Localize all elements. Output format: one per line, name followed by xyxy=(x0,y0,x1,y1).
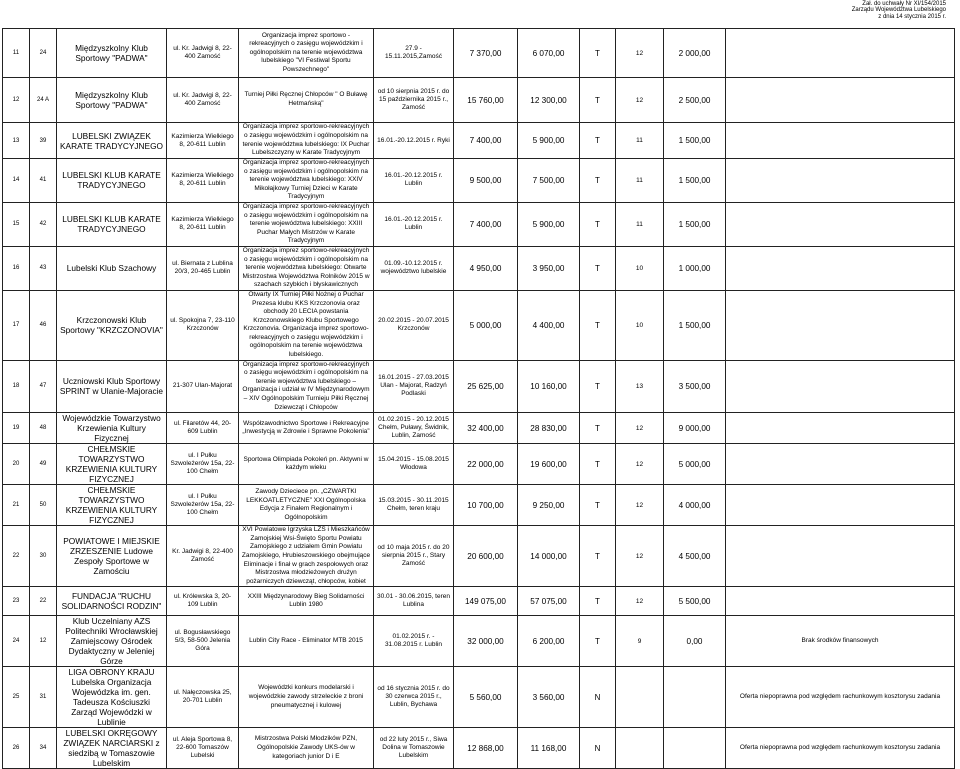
organization-address: Kr. Jadwigi 8, 22-400 Zamość xyxy=(167,526,239,587)
formal-status: T xyxy=(580,413,616,444)
formal-status: T xyxy=(580,159,616,203)
application-number: 39 xyxy=(30,123,57,159)
task-title: Organizacja imprez sportowo - rekreacyjnych o zasięgu wojewódzkim i ogólnopolskim na terenie województwa lubelskiego "VI Festiwal Sportu Powszechnego" xyxy=(239,29,374,78)
table-row xyxy=(3,246,955,290)
task-title: Organizacja imprez sportowo-rekreacyjnych o zasięgu wojewódzkim i ogólnopolskim na terenie województwa lubelskiego – Organizacja i udział w IV Międzynarodowym – XIV Ogólnopolskim Turnieju Piłki Ręcznej Dziewcząt i Chłopców xyxy=(239,360,374,413)
points: 10 xyxy=(616,246,664,290)
application-number: 50 xyxy=(30,485,57,526)
organization-address: 21-307 Ulan-Majorat xyxy=(167,360,239,413)
task-title: Otwarty IX Turniej Piłki Nożnej o Puchar Prezesa klubu KKS Krzczonovia oraz obchody 20 LECIA powstania Krzczonowskiego Klubu Sportowego Krzczonovia. Organizacja imprez sportowo-rekreacyjnych o zasięgu wojewódzkim i ogólnopolskim na terenie województwa lubelskiego. xyxy=(239,290,374,360)
total-cost: 7 370,00 xyxy=(454,29,518,78)
organization-address: ul. Nałęczowska 25, 20-701 Lublin xyxy=(167,667,239,728)
application-number: 43 xyxy=(30,246,57,290)
total-cost: 7 400,00 xyxy=(454,202,518,246)
row-number: 13 xyxy=(3,123,30,159)
header-date: z dnia 14 stycznia 2015 r. xyxy=(878,13,946,20)
requested-amount: 5 900,00 xyxy=(518,123,580,159)
points: 12 xyxy=(616,413,664,444)
total-cost: 22 000,00 xyxy=(454,444,518,485)
organization-name: FUNDACJA "RUCHU SOLIDARNOŚCI RODZIN" xyxy=(57,587,167,616)
row-number: 19 xyxy=(3,413,30,444)
application-number: 41 xyxy=(30,159,57,203)
table-row xyxy=(3,159,955,203)
points: 12 xyxy=(616,444,664,485)
application-number: 31 xyxy=(30,667,57,728)
task-title: XXIII Międzynarodowy Bieg Solidarności Lublin 1980 xyxy=(239,587,374,616)
requested-amount: 10 160,00 xyxy=(518,360,580,413)
table-row xyxy=(3,485,955,526)
task-date-place: od 10 maja 2015 r. do 20 sierpnia 2015 r., Stary Zamość xyxy=(374,526,454,587)
application-number: 12 xyxy=(30,616,57,667)
total-cost: 15 760,00 xyxy=(454,78,518,123)
requested-amount: 9 250,00 xyxy=(518,485,580,526)
organization-name: LUBELSKI KLUB KARATE TRADYCYJNEGO xyxy=(57,202,167,246)
formal-status: T xyxy=(580,485,616,526)
awarded-amount: 2 500,00 xyxy=(664,78,726,123)
row-number: 18 xyxy=(3,360,30,413)
points: 12 xyxy=(616,587,664,616)
task-title: Organizacja imprez sportowo-rekreacyjnych o zasięgu wojewódzkim i ogólnopolskim na terenie województwa lubelskiego: Otwarte Mistrzostwa Województwa Rolników 2015 w szachach szybkich i błyskawicznych xyxy=(239,246,374,290)
formal-status: T xyxy=(580,616,616,667)
organization-name: Wojewódzkie Towarzystwo Krzewienia Kultury Fizycznej xyxy=(57,413,167,444)
requested-amount: 6 200,00 xyxy=(518,616,580,667)
row-number: 14 xyxy=(3,159,30,203)
awarded-amount: 3 500,00 xyxy=(664,360,726,413)
requested-amount: 57 075,00 xyxy=(518,587,580,616)
total-cost: 32 400,00 xyxy=(454,413,518,444)
awarded-amount: 1 500,00 xyxy=(664,202,726,246)
row-number: 11 xyxy=(3,29,30,78)
organization-name: Lubelski Klub Szachowy xyxy=(57,246,167,290)
points: 11 xyxy=(616,202,664,246)
application-number: 48 xyxy=(30,413,57,444)
points: 13 xyxy=(616,360,664,413)
table-row xyxy=(3,728,955,769)
task-title: Wojewódzki konkurs modelarski i wojewódzkie zawody strzeleckie z broni pneumatycznej i kulowej xyxy=(239,667,374,728)
organization-name: Uczniowski Klub Sportowy SPRINT w Ulanie-Majoracie xyxy=(57,360,167,413)
awarded-amount xyxy=(664,667,726,728)
formal-status: T xyxy=(580,78,616,123)
organization-address: ul. I Pułku Szwoleżerów 15a, 22-100 Chełm xyxy=(167,485,239,526)
organization-address: ul. Biernata z Lublina 20/3, 20-465 Lublin xyxy=(167,246,239,290)
remarks: Brak środków finansowych xyxy=(726,616,955,667)
row-number: 22 xyxy=(3,526,30,587)
awarded-amount: 0,00 xyxy=(664,616,726,667)
formal-status: T xyxy=(580,123,616,159)
formal-status: T xyxy=(580,246,616,290)
organization-address: Kazimierza Wielkiego 8, 20-611 Lublin xyxy=(167,202,239,246)
remarks xyxy=(726,29,955,78)
table-row xyxy=(3,29,955,78)
organization-name: Klub Uczelniany AZS Politechniki Wrocławskiej Zamiejscowy Ośrodek Dydaktyczny w Jeleniej Górze xyxy=(57,616,167,667)
table-row xyxy=(3,667,955,728)
awarded-amount: 1 500,00 xyxy=(664,159,726,203)
table-row xyxy=(3,526,955,587)
table-row xyxy=(3,123,955,159)
organization-address: ul. Aleja Sportowa 8, 22-600 Tomaszów Lubelski xyxy=(167,728,239,769)
task-date-place: 16.01.-20.12.2015 r. Lublin xyxy=(374,202,454,246)
remarks xyxy=(726,413,955,444)
requested-amount: 11 168,00 xyxy=(518,728,580,769)
task-date-place: 16.01.2015 - 27.03.2015 Ulan - Majorat, Radzyń Podlaski xyxy=(374,360,454,413)
points: 12 xyxy=(616,29,664,78)
organization-address: ul. Filaretów 44, 20-609 Lublin xyxy=(167,413,239,444)
awarded-amount: 1 500,00 xyxy=(664,123,726,159)
total-cost: 4 950,00 xyxy=(454,246,518,290)
task-date-place: od 16 stycznia 2015 r. do 30 czerwca 2015 r., Lublin, Bychawa xyxy=(374,667,454,728)
task-date-place: 30.01 - 30.06.2015, teren Lublina xyxy=(374,587,454,616)
requested-amount: 6 070,00 xyxy=(518,29,580,78)
remarks xyxy=(726,123,955,159)
application-number: 47 xyxy=(30,360,57,413)
task-title: Organizacja imprez sportowo-rekreacyjnych o zasięgu wojewódzkim i ogólnopolskim na terenie województwa lubelskiego: IX Puchar Lubelszczyzny w Karate Tradycyjnym xyxy=(239,123,374,159)
application-number: 46 xyxy=(30,290,57,360)
remarks xyxy=(726,587,955,616)
remarks xyxy=(726,78,955,123)
awarded-amount xyxy=(664,728,726,769)
task-date-place: 01.02.2015 - 20.12.2015 Chełm, Puławy, Świdnik, Lublin, Zamość xyxy=(374,413,454,444)
formal-status: N xyxy=(580,728,616,769)
application-number: 34 xyxy=(30,728,57,769)
task-date-place: 15.03.2015 - 30.11.2015 Chełm, teren kraju xyxy=(374,485,454,526)
total-cost: 25 625,00 xyxy=(454,360,518,413)
points: 12 xyxy=(616,526,664,587)
task-date-place: 16.01.-20.12.2015 r. Ryki xyxy=(374,123,454,159)
organization-address: Kazimierza Wielkiego 8, 20-611 Lublin xyxy=(167,159,239,203)
organization-address: ul. Spokojna 7, 23-110 Krzczonów xyxy=(167,290,239,360)
organization-name: LIGA OBRONY KRAJU Lubelska Organizacja Wojewódzka im. gen. Tadeusza Kościuszki Zarząd Wojewódzki w Lublinie xyxy=(57,667,167,728)
task-title: Turniej Piłki Ręcznej Chłopców " O Buławę Hetmańską" xyxy=(239,78,374,123)
requested-amount: 14 000,00 xyxy=(518,526,580,587)
organization-name: POWIATOWE I MIEJSKIE ZRZESZENIE Ludowe Zespoły Sportowe w Zamościu xyxy=(57,526,167,587)
formal-status: T xyxy=(580,29,616,78)
application-number: 22 xyxy=(30,587,57,616)
row-number: 12 xyxy=(3,78,30,123)
organization-name: Międzyszkolny Klub Sportowy "PADWA" xyxy=(57,29,167,78)
remarks xyxy=(726,526,955,587)
formal-status: T xyxy=(580,587,616,616)
task-date-place: od 22 luty 2015 r., Siwa Dolina w Tomaszowie Lubelskim xyxy=(374,728,454,769)
task-date-place: od 10 sierpnia 2015 r. do 15 października 2015 r., Zamość xyxy=(374,78,454,123)
header-resolution: Zał. do uchwały Nr XI/154/2015 xyxy=(862,1,946,7)
requested-amount: 3 560,00 xyxy=(518,667,580,728)
points: 10 xyxy=(616,290,664,360)
row-number: 25 xyxy=(3,667,30,728)
remarks xyxy=(726,159,955,203)
awarded-amount: 1 000,00 xyxy=(664,246,726,290)
total-cost: 12 868,00 xyxy=(454,728,518,769)
points: 11 xyxy=(616,123,664,159)
requested-amount: 5 900,00 xyxy=(518,202,580,246)
task-title: Lublin City Race - Eliminator MTB 2015 xyxy=(239,616,374,667)
table-row xyxy=(3,360,955,413)
requested-amount: 7 500,00 xyxy=(518,159,580,203)
organization-name: Międzyszkolny Klub Sportowy "PADWA" xyxy=(57,78,167,123)
table-row xyxy=(3,78,955,123)
remarks xyxy=(726,360,955,413)
organization-address: ul. Królewska 3, 20-109 Lublin xyxy=(167,587,239,616)
row-number: 24 xyxy=(3,616,30,667)
points: 12 xyxy=(616,485,664,526)
total-cost: 32 000,00 xyxy=(454,616,518,667)
awarded-amount: 9 000,00 xyxy=(664,413,726,444)
task-title: Organizacja imprez sportowo-rekreacyjnych o zasięgu wojewódzkim i ogólnopolskim na terenie województwa lubelskiego: XXIII Puchar Małych Mistrzów w Karate Tradycyjnym xyxy=(239,202,374,246)
organization-name: LUBELSKI OKRĘGOWY ZWIĄZEK NARCIARSKI z siedzibą w Tomaszowie Lubelskim xyxy=(57,728,167,769)
awarded-amount: 1 500,00 xyxy=(664,290,726,360)
task-date-place: 01.09.-10.12.2015 r. województwo lubelskie xyxy=(374,246,454,290)
table-row xyxy=(3,290,955,360)
remarks: Oferta niepoprawna pod względem rachunkowym kosztorysu zadania xyxy=(726,728,955,769)
requested-amount: 4 400,00 xyxy=(518,290,580,360)
formal-status: N xyxy=(580,667,616,728)
row-number: 15 xyxy=(3,202,30,246)
organization-address: ul. Kr. Jadwigi 8, 22-400 Zamość xyxy=(167,78,239,123)
remarks xyxy=(726,444,955,485)
formal-status: T xyxy=(580,444,616,485)
row-number: 21 xyxy=(3,485,30,526)
total-cost: 5 000,00 xyxy=(454,290,518,360)
table-row xyxy=(3,444,955,485)
organization-address: Kazimierza Wielkiego 8, 20-611 Lublin xyxy=(167,123,239,159)
total-cost: 7 400,00 xyxy=(454,123,518,159)
task-date-place: 15.04.2015 - 15.08.2015 Włodowa xyxy=(374,444,454,485)
table-row xyxy=(3,202,955,246)
requested-amount: 12 300,00 xyxy=(518,78,580,123)
remarks xyxy=(726,246,955,290)
organization-name: CHEŁMSKIE TOWARZYSTWO KRZEWIENIA KULTURY FIZYCZNEJ xyxy=(57,485,167,526)
formal-status: T xyxy=(580,202,616,246)
requested-amount: 19 600,00 xyxy=(518,444,580,485)
awarded-amount: 2 000,00 xyxy=(664,29,726,78)
points: 9 xyxy=(616,616,664,667)
total-cost: 10 700,00 xyxy=(454,485,518,526)
task-title: Współzawodnictwo Sportowe i Rekreacyjne „Inwestycją w Zdrowie i Sprawne Pokolenia” xyxy=(239,413,374,444)
formal-status: T xyxy=(580,526,616,587)
row-number: 23 xyxy=(3,587,30,616)
remarks xyxy=(726,290,955,360)
awarded-amount: 4 000,00 xyxy=(664,485,726,526)
requested-amount: 3 950,00 xyxy=(518,246,580,290)
points: 11 xyxy=(616,159,664,203)
points xyxy=(616,728,664,769)
row-number: 16 xyxy=(3,246,30,290)
application-number: 24 A xyxy=(30,78,57,123)
remarks xyxy=(726,202,955,246)
remarks xyxy=(726,485,955,526)
awarded-amount: 5 000,00 xyxy=(664,444,726,485)
task-title: Organizacja imprez sportowo-rekreacyjnych o zasięgu wojewódzkim i ogólnopolskim na terenie województwa lubelskiego: XXIV Mikołajkowy Turniej Dzieci w Karate Tradycyjnym xyxy=(239,159,374,203)
total-cost: 5 560,00 xyxy=(454,667,518,728)
application-number: 49 xyxy=(30,444,57,485)
awarded-amount: 4 500,00 xyxy=(664,526,726,587)
task-date-place: 16.01.-20.12.2015 r. Lublin xyxy=(374,159,454,203)
application-number: 42 xyxy=(30,202,57,246)
task-title: XVI Powiatowe Igrzyska LZS i Mieszkańców Zamojskiej Wsi-Święto Sportu Powiatu Zamojskiego z udziałem Gmin Powiatu Zamojskiego, Hrubieszowskiego obejmujące Eliminacje i finał w grach zespołowych oraz Mistrzostwa młodzieżowych drużyn pożarniczych dziewcząt, chłopców, kobiet xyxy=(239,526,374,587)
organization-name: LUBELSKI KLUB KARATE TRADYCYJNEGO xyxy=(57,159,167,203)
task-title: Mistrzostwa Polski Młodzików PZN, Ogólnopolskie Zawody UKS-ów w kategoriach junior D i E xyxy=(239,728,374,769)
task-date-place: 01.02.2015 r. - 31.08.2015 r. Lublin xyxy=(374,616,454,667)
organization-address: ul. I Pułku Szwoleżerów 15a, 22-100 Chełm xyxy=(167,444,239,485)
requested-amount: 28 830,00 xyxy=(518,413,580,444)
row-number: 17 xyxy=(3,290,30,360)
header-board: Zarządu Województwa Lubelskiego xyxy=(851,7,946,14)
task-title: Sportowa Olimpiada Pokoleń pn. Aktywni w każdym wieku xyxy=(239,444,374,485)
table-row xyxy=(3,616,955,667)
organization-name: CHEŁMSKIE TOWARZYSTWO KRZEWIENIA KULTURY FIZYCZNEJ xyxy=(57,444,167,485)
application-number: 30 xyxy=(30,526,57,587)
table-row xyxy=(3,587,955,616)
table-row xyxy=(3,413,955,444)
task-date-place: 20.02.2015 - 20.07.2015 Krzczonów xyxy=(374,290,454,360)
organization-address: ul. Bogusławskiego 5/3, 58-500 Jelenia Góra xyxy=(167,616,239,667)
total-cost: 9 500,00 xyxy=(454,159,518,203)
row-number: 20 xyxy=(3,444,30,485)
grants-table xyxy=(2,28,955,769)
points xyxy=(616,667,664,728)
application-number: 24 xyxy=(30,29,57,78)
organization-name: LUBELSKI ZWIĄZEK KARATE TRADYCYJNEGO xyxy=(57,123,167,159)
formal-status: T xyxy=(580,360,616,413)
formal-status: T xyxy=(580,290,616,360)
total-cost: 20 600,00 xyxy=(454,526,518,587)
organization-address: ul. Kr. Jadwigi 8, 22-400 Zamość xyxy=(167,29,239,78)
task-date-place: 27.9 - 15.11.2015,Zamość xyxy=(374,29,454,78)
row-number: 26 xyxy=(3,728,30,769)
points: 12 xyxy=(616,78,664,123)
remarks: Oferta niepoprawna pod względem rachunkowym kosztorysu zadania xyxy=(726,667,955,728)
task-title: Zawody Dzieciece pn. „CZWARTKI LEKKOATLETYCZNE” XXI Ogólnopolska Edycja z Finałem Regionalnym i Ogólnopolskim xyxy=(239,485,374,526)
document-header xyxy=(852,1,946,20)
total-cost: 149 075,00 xyxy=(454,587,518,616)
awarded-amount: 5 500,00 xyxy=(664,587,726,616)
organization-name: Krzczonowski Klub Sportowy "KRZCZONOVIA" xyxy=(57,290,167,360)
